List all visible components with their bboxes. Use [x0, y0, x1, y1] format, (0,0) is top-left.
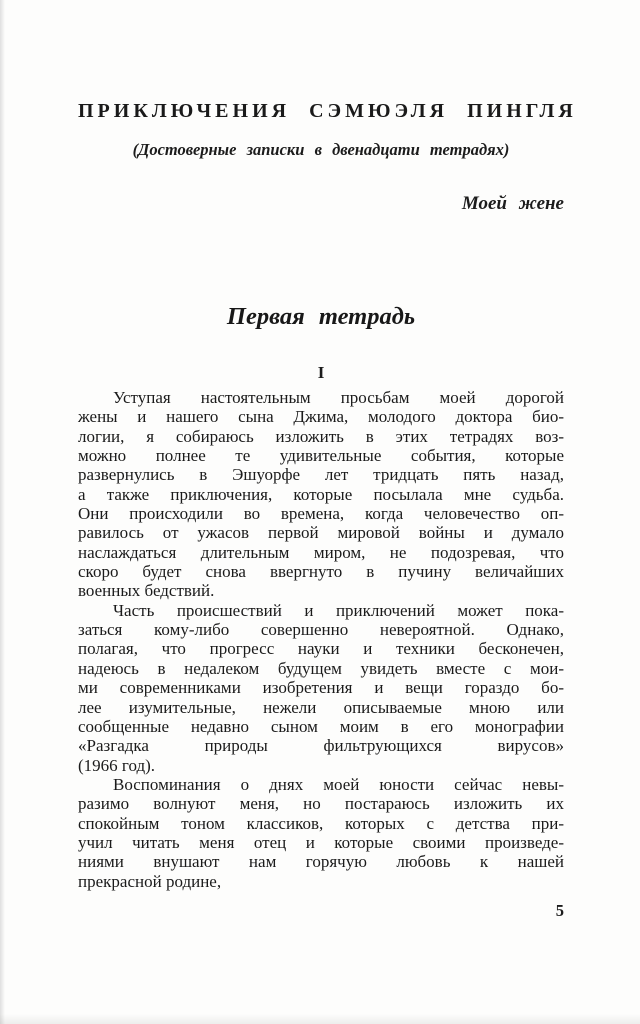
body-line: Часть происшествий и приключений может пока-: [113, 600, 564, 620]
body-line: наслаждаться длительным миром, не подозревая, что: [78, 542, 564, 562]
body-line: Воспоминания о днях моей юности сейчас невы-: [113, 774, 564, 794]
book-subtitle: (Достоверные записки в двенадцати тетрадях): [132, 140, 510, 159]
body-line: а также приключения, которые посылала мне судьба.: [78, 484, 564, 504]
body-text: [78, 388, 564, 891]
dedication: Моей жене: [461, 193, 564, 214]
body-line: полагая, что прогресс науки и техники бесконечен,: [78, 639, 564, 659]
body-line: ниями внушают нам горячую любовь к нашей: [78, 852, 564, 872]
body-line: равилось от ужасов первой мировой войны и думало: [78, 523, 564, 543]
body-line: разимо волнуют меня, но постараюсь изложить их: [78, 794, 564, 814]
body-line: можно полнее те удивительные события, которые: [78, 446, 564, 466]
chapter-heading: Первая тетрадь: [226, 303, 416, 330]
book-title: ПРИКЛЮЧЕНИЯ СЭМЮЭЛЯ ПИНГЛЯ: [78, 100, 577, 122]
body-line: учил читать меня отец и которые своими произведе-: [78, 832, 564, 852]
body-line: логии, я собираюсь изложить в этих тетрадях воз-: [78, 426, 564, 446]
body-line: заться кому-либо совершенно невероятной. Однако,: [78, 620, 564, 640]
body-line: военных бедствий.: [78, 581, 215, 601]
body-line: (1966 год).: [78, 755, 156, 775]
body-line: Они происходили во времена, когда человечество оп-: [78, 504, 564, 524]
body-line: развернулись в Эшуорфе лет тридцать пять назад,: [78, 465, 564, 485]
body-line: «Разгадка природы фильтрующихся вирусов»: [78, 736, 564, 756]
scan-bottom-edge-shadow: [0, 1014, 640, 1024]
body-line: надеюсь в недалеком будущем увидеть вместе с мои-: [78, 658, 564, 678]
body-line: скоро будет снова ввергнуто в пучину величайших: [78, 562, 564, 582]
body-line: сообщенные недавно сыном моим в его монографии: [78, 716, 564, 736]
body-line: лее изумительные, нежели описываемые мною или: [78, 697, 564, 717]
body-line: Уступая настоятельным просьбам моей дорогой: [113, 388, 564, 407]
body-line: ми современниками изобретения и вещи гораздо бо-: [78, 678, 564, 698]
body-line: жены и нашего сына Джима, молодого доктора био-: [78, 407, 564, 427]
section-numeral: I: [317, 363, 325, 382]
body-line: спокойным тоном классиков, которых с детства при-: [78, 813, 564, 833]
scan-left-edge-shadow: [0, 0, 5, 1024]
page-number: 5: [555, 901, 564, 920]
body-line: прекрасной родине,: [78, 871, 222, 891]
